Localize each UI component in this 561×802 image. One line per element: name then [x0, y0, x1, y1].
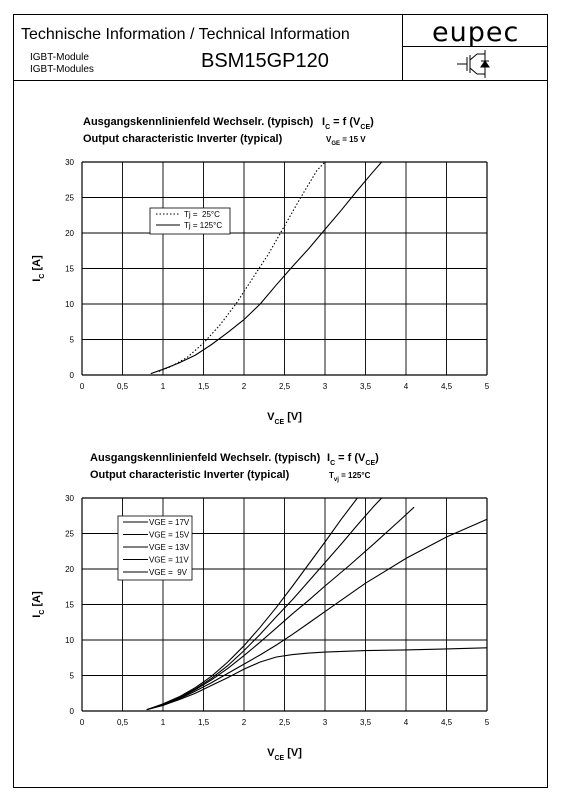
chart-condition-part: T [329, 471, 334, 480]
y-tick-label: 10 [65, 300, 74, 309]
chart-condition-part: vj [333, 477, 339, 483]
x-tick-label: 0 [79, 718, 85, 727]
x-tick-label: 5 [484, 382, 490, 391]
x-axis-label-part: CE [274, 418, 285, 426]
brand-logo: eupec [432, 17, 520, 48]
chart-condition-part: = 15 V [340, 135, 366, 144]
x-tick-label: 4,5 [440, 718, 453, 727]
y-axis-label-part: I [31, 614, 43, 618]
legend-label: VGE = 9V [149, 568, 188, 577]
chart-condition-part: GE [331, 141, 341, 147]
chart-formula-part: C [330, 459, 336, 467]
y-tick-label: 20 [65, 229, 74, 238]
y-tick-label: 15 [65, 600, 74, 610]
y-axis-label [31, 255, 46, 282]
y-axis-label [31, 591, 46, 618]
chart-condition [326, 135, 366, 147]
legend-label: VGE = 15V [149, 530, 190, 540]
y-tick-label: 20 [65, 565, 74, 574]
x-axis-label-part: [V] [284, 747, 302, 759]
x-tick-label: 3 [322, 382, 328, 391]
legend-label: VGE = 11V [149, 555, 189, 565]
chart-formula-part: I [327, 452, 331, 464]
part-number: BSM15GP120 [201, 50, 329, 72]
x-axis-label-part: V [267, 747, 275, 759]
x-tick-label: 1,5 [197, 382, 210, 391]
chart-condition [329, 471, 371, 483]
x-tick-label: 5 [484, 718, 490, 727]
chart-formula-part: I [322, 116, 326, 128]
y-axis-label-part: C [38, 273, 46, 279]
chart-condition-part: = 125°C [338, 471, 371, 480]
chart-formula-part: = f (V [330, 116, 361, 128]
y-axis-label-part: C [38, 609, 46, 615]
legend-label: VGE = 13V [149, 543, 190, 552]
legend-label: VGE = 17V [149, 518, 190, 527]
x-tick-label: 0,5 [116, 718, 129, 727]
chart-condition-part: V [326, 135, 332, 144]
x-tick-label: 3,5 [359, 382, 372, 391]
y-tick-label: 5 [69, 671, 74, 681]
chart-title-en: Output characteristic Inverter (typical) [83, 133, 283, 145]
category-en: IGBT-Modules [30, 64, 94, 75]
x-axis-label-part: CE [274, 754, 285, 762]
x-tick-label: 4 [403, 382, 409, 391]
chart-formula-part: CE [360, 123, 371, 131]
category-de: IGBT-Module [30, 52, 89, 63]
x-tick-label: 1 [160, 382, 166, 391]
y-tick-label: 5 [69, 335, 74, 345]
legend-label: Tj = 125°C [184, 221, 223, 230]
y-tick-label: 25 [65, 193, 74, 203]
x-tick-label: 4,5 [440, 382, 453, 391]
y-axis-label-part: [A] [31, 255, 43, 274]
chart-title-de: Ausgangskennlinienfeld Wechselr. (typisch) [83, 116, 314, 128]
y-tick-label: 0 [69, 371, 74, 380]
x-tick-label: 3 [322, 718, 328, 727]
series-line-0 [159, 162, 325, 371]
chart-formula-part: C [325, 123, 331, 131]
x-tick-label: 2,5 [278, 718, 291, 727]
series-line-1 [151, 162, 382, 374]
x-axis-label [267, 747, 302, 762]
x-tick-label: 0 [79, 382, 85, 391]
page-title: Technische Information / Technical Information [21, 26, 350, 43]
y-tick-label: 15 [65, 264, 74, 274]
chart-formula-part: ) [375, 452, 379, 464]
x-tick-label: 2 [241, 718, 247, 727]
series-line-4 [147, 648, 487, 710]
x-axis-label-part: V [267, 411, 275, 423]
x-axis-label-part: [V] [284, 411, 302, 423]
x-tick-label: 1 [160, 718, 166, 727]
y-axis-label-part: [A] [31, 591, 43, 610]
x-tick-label: 1,5 [197, 718, 210, 727]
chart-formula-part: ) [370, 116, 374, 128]
chart-formula-part: CE [365, 459, 376, 467]
y-axis-label-part: I [31, 278, 43, 282]
chart-formula-part: = f (V [335, 452, 366, 464]
x-tick-label: 3,5 [359, 718, 372, 727]
x-tick-label: 2,5 [278, 382, 291, 391]
y-tick-label: 0 [69, 707, 74, 716]
chart-title-de: Ausgangskennlinienfeld Wechselr. (typisch) [90, 452, 321, 464]
y-tick-label: 10 [65, 636, 74, 645]
chart-title-en: Output characteristic Inverter (typical) [90, 469, 290, 481]
x-tick-label: 0,5 [116, 382, 129, 391]
y-tick-label: 25 [65, 529, 74, 539]
series-line-3 [147, 519, 487, 709]
legend-label: Tj = 25°C [184, 210, 220, 219]
x-axis-label [267, 411, 302, 426]
y-tick-label: 30 [65, 494, 74, 503]
x-tick-label: 2 [241, 382, 247, 391]
chart-formula [322, 116, 374, 131]
x-tick-label: 4 [403, 718, 409, 727]
chart-formula [327, 452, 379, 467]
y-tick-label: 30 [65, 158, 74, 167]
